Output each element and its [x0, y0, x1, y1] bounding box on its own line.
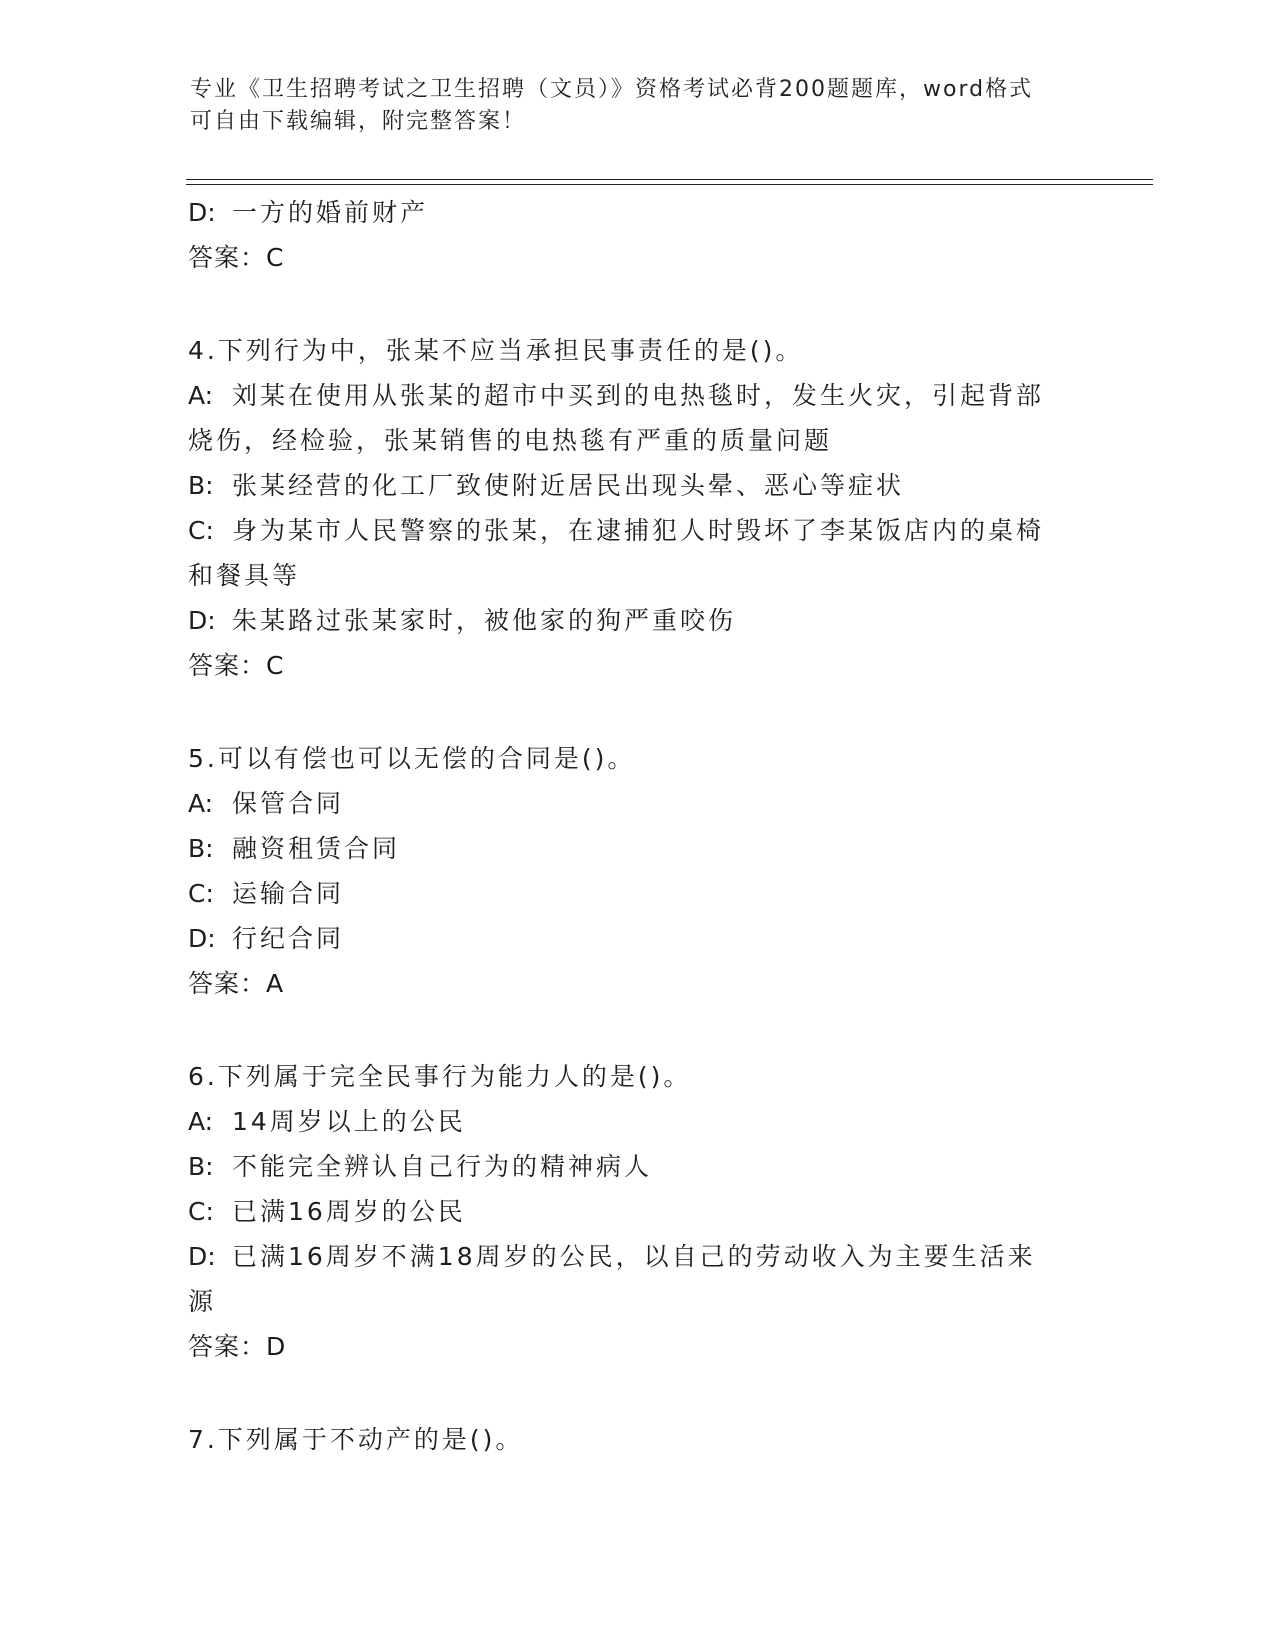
- option-letter: A:: [188, 789, 214, 818]
- header-divider-bottom: [186, 184, 1153, 185]
- option-text: 行纪合同: [232, 924, 345, 953]
- option-d: [188, 190, 1088, 235]
- option-text: 张某经营的化工厂致使附近居民出现头晕、恶心等症状: [232, 471, 905, 500]
- option-text: 一方的婚前财产: [232, 198, 429, 227]
- answer-value: C: [266, 651, 284, 680]
- option-c-continued: 和餐具等: [188, 561, 301, 590]
- option-text: 刘某在使用从张某的超市中买到的电热毯时，发生火灾，引起背部: [232, 381, 1045, 410]
- answer-value: C: [266, 243, 284, 272]
- answer-line: [188, 235, 1088, 280]
- answer-label: 答案：: [188, 651, 267, 680]
- option-letter: C:: [188, 516, 214, 545]
- option-text: 运输合同: [232, 879, 345, 908]
- option-c: [188, 871, 1088, 916]
- option-text: 已满16周岁不满18周岁的公民，以自己的劳动收入为主要生活来: [232, 1242, 1036, 1271]
- option-letter: A:: [188, 1107, 214, 1136]
- option-letter: D:: [188, 606, 216, 635]
- question-stem: 6.下列属于完全民事行为能力人的是()。: [188, 1062, 692, 1091]
- option-text: 融资租赁合同: [232, 834, 401, 863]
- option-text: 已满16周岁的公民: [232, 1197, 466, 1226]
- option-a: [188, 1099, 1088, 1144]
- option-d-continued: 源: [188, 1287, 217, 1316]
- option-letter: C:: [188, 879, 214, 908]
- answer-value: D: [266, 1332, 286, 1361]
- header-divider-top: [186, 179, 1153, 180]
- answer-line: [188, 643, 1088, 688]
- option-letter: D:: [188, 1242, 216, 1271]
- option-d: [188, 598, 1088, 643]
- answer-label: 答案：: [188, 1332, 267, 1361]
- option-text: 身为某市人民警察的张某，在逮捕犯人时毁坏了李某饭店内的桌椅: [232, 516, 1045, 545]
- question-stem: 7.下列属于不动产的是()。: [188, 1425, 524, 1454]
- question-stem: 5.可以有偿也可以无偿的合同是()。: [188, 744, 636, 773]
- answer-line: [188, 961, 1088, 1006]
- option-letter: D:: [188, 924, 216, 953]
- option-letter: B:: [188, 834, 214, 863]
- header-line-2: 可自由下载编辑，附完整答案！: [190, 109, 527, 134]
- option-text: 保管合同: [232, 789, 345, 818]
- option-letter: C:: [188, 1197, 214, 1226]
- option-c: [188, 508, 1088, 553]
- answer-label: 答案：: [188, 243, 267, 272]
- option-a-continued: 烧伤，经检验，张某销售的电热毯有严重的质量问题: [188, 426, 833, 455]
- option-letter: A:: [188, 381, 214, 410]
- answer-value: A: [266, 969, 284, 998]
- header-line-1: 专业《卫生招聘考试之卫生招聘（文员）》资格考试必背200题题库，word格式: [190, 77, 1034, 102]
- option-text: 朱某路过张某家时，被他家的狗严重咬伤: [232, 606, 737, 635]
- option-d: [188, 916, 1088, 961]
- option-letter: D:: [188, 198, 216, 227]
- option-text: 14周岁以上的公民: [232, 1107, 466, 1136]
- option-d: [188, 1234, 1088, 1279]
- option-b: [188, 463, 1088, 508]
- option-c: [188, 1189, 1088, 1234]
- option-text: 不能完全辨认自己行为的精神病人: [232, 1152, 653, 1181]
- answer-line: [188, 1324, 1088, 1369]
- question-list: [188, 190, 1088, 1462]
- option-letter: B:: [188, 471, 214, 500]
- option-b: [188, 1144, 1088, 1189]
- answer-label: 答案：: [188, 969, 267, 998]
- document-header: [190, 74, 1070, 138]
- option-a: [188, 781, 1088, 826]
- option-a: [188, 373, 1088, 418]
- question-stem: 4.下列行为中，张某不应当承担民事责任的是()。: [188, 336, 804, 365]
- option-letter: B:: [188, 1152, 214, 1181]
- option-b: [188, 826, 1088, 871]
